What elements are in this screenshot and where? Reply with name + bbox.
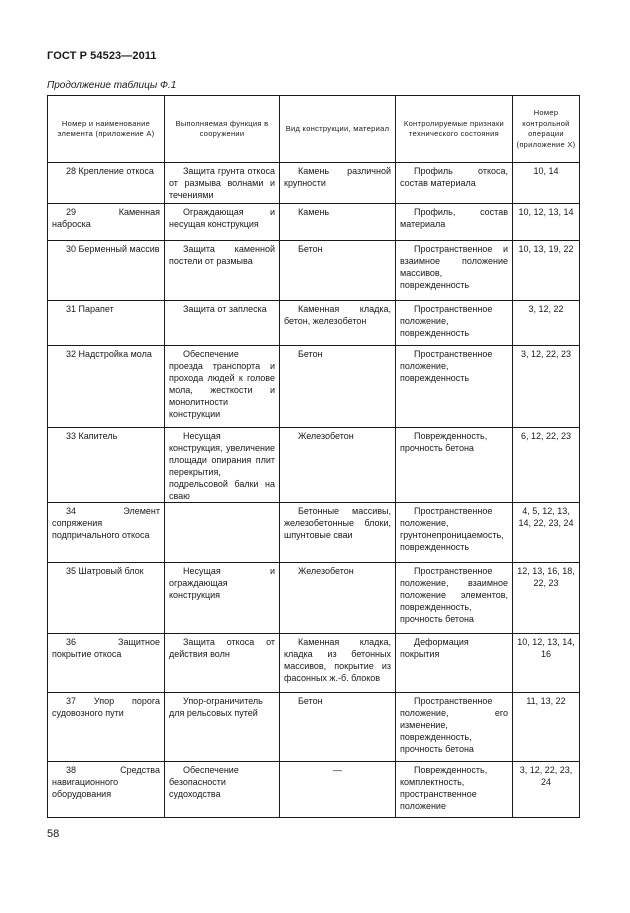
cell-operations: 3, 12, 22, 23, 24	[513, 762, 580, 818]
cell-material: Каменная кладка, кладка из бетонных массивов, покрытие из фасонных ж.-б. блоков	[280, 634, 396, 693]
cell-operations: 6, 12, 22, 23	[513, 428, 580, 503]
cell-function: Защита грунта откоса от размыва волнами и течениями	[165, 163, 280, 204]
cell-material: Камень различной крупности	[280, 163, 396, 204]
cell-signs: Деформация покрытия	[396, 634, 513, 693]
header-element: Номер и наименование элемента (приложение А)	[48, 96, 165, 163]
cell-function: Несущая конструкция, увеличение площади опирания плит перекрытия, подрельсовой балки на сваю	[165, 428, 280, 503]
cell-material: Железобетон	[280, 563, 396, 634]
header-signs: Контролируемые признаки технического состояния	[396, 96, 513, 163]
table-caption: Продолжение таблицы Ф.1	[47, 80, 177, 91]
table-row	[48, 634, 580, 693]
cell-element: 36 Защитное покрытие откоса	[48, 634, 165, 693]
cell-function: Несущая и ограждающая конструкция	[165, 563, 280, 634]
cell-operations: 10, 12, 13, 14, 16	[513, 634, 580, 693]
header-function: Выполняемая функция в сооружении	[165, 96, 280, 163]
cell-material: Бетонные массивы, железобетонные блоки, шпунтовые сваи	[280, 503, 396, 563]
cell-element: 30 Берменный массив	[48, 241, 165, 301]
cell-operations: 10, 13, 19, 22	[513, 241, 580, 301]
cell-operations: 3, 12, 22, 23	[513, 346, 580, 428]
cell-signs: Пространственное положение, его изменение, поврежденность, прочность бетона	[396, 693, 513, 762]
cell-element: 34 Элемент сопряжения подпричального откоса	[48, 503, 165, 563]
table-row	[48, 163, 580, 204]
cell-element: 38 Средства навигационного оборудования	[48, 762, 165, 818]
cell-material: —	[280, 762, 396, 818]
cell-signs: Пространственное положение, взаимное положение элементов, поврежденность, прочность бетона	[396, 563, 513, 634]
cell-signs: Поврежденность, прочность бетона	[396, 428, 513, 503]
table-row	[48, 762, 580, 818]
cell-signs: Пространственное положение, поврежденность	[396, 301, 513, 346]
cell-operations: 10, 12, 13, 14	[513, 204, 580, 241]
cell-function: Обеспечение безопасности судоходства	[165, 762, 280, 818]
cell-function: Защита откоса от действия волн	[165, 634, 280, 693]
table-row	[48, 693, 580, 762]
data-table	[47, 95, 580, 818]
cell-material: Камень	[280, 204, 396, 241]
table-row	[48, 563, 580, 634]
cell-function: Ограждающая и несущая конструкция	[165, 204, 280, 241]
cell-element: 33 Капитель	[48, 428, 165, 503]
cell-function: Защита от заплеска	[165, 301, 280, 346]
table-row	[48, 428, 580, 503]
table-row	[48, 503, 580, 563]
page-number: 58	[47, 828, 60, 840]
cell-element: 35 Шатровый блок	[48, 563, 165, 634]
cell-function: Упор-ограничитель для рельсовых путей	[165, 693, 280, 762]
table-row	[48, 346, 580, 428]
cell-element: 32 Надстройка мола	[48, 346, 165, 428]
cell-function	[165, 503, 280, 563]
cell-operations: 4, 5, 12, 13, 14, 22, 23, 24	[513, 503, 580, 563]
cell-signs: Пространственное положение, грунтонепроницаемость, поврежденность	[396, 503, 513, 563]
cell-element: 37 Упор порога судовозного пути	[48, 693, 165, 762]
cell-material: Каменная кладка, бетон, железобетон	[280, 301, 396, 346]
cell-material: Железобетон	[280, 428, 396, 503]
cell-signs: Поврежденность, комплектность, пространственное положение	[396, 762, 513, 818]
cell-signs: Пространственное положение, поврежденность	[396, 346, 513, 428]
cell-material: Бетон	[280, 346, 396, 428]
cell-signs: Профиль, состав материала	[396, 204, 513, 241]
document-header: ГОСТ Р 54523—2011	[47, 50, 157, 62]
table-header-row	[48, 96, 580, 163]
table-row	[48, 241, 580, 301]
cell-material: Бетон	[280, 241, 396, 301]
table-row	[48, 204, 580, 241]
header-material: Вид конструкции, материал	[280, 96, 396, 163]
cell-operations: 12, 13, 16, 18, 22, 23	[513, 563, 580, 634]
cell-signs: Профиль откоса, состав материала	[396, 163, 513, 204]
cell-element: 29 Каменная наброска	[48, 204, 165, 241]
cell-operations: 11, 13, 22	[513, 693, 580, 762]
cell-signs: Пространственное и взаимное положение массивов, поврежденность	[396, 241, 513, 301]
cell-function: Обеспечение проезда транспорта и прохода людей к голове мола, жесткости и монолитности конструкции	[165, 346, 280, 428]
cell-operations: 3, 12, 22	[513, 301, 580, 346]
cell-element: 28 Крепление откоса	[48, 163, 165, 204]
cell-material: Бетон	[280, 693, 396, 762]
table-row	[48, 301, 580, 346]
cell-operations: 10, 14	[513, 163, 580, 204]
cell-element: 31 Парапет	[48, 301, 165, 346]
header-operations: Номер контрольной операции (приложение Х)	[513, 96, 580, 163]
cell-function: Защита каменной постели от размыва	[165, 241, 280, 301]
